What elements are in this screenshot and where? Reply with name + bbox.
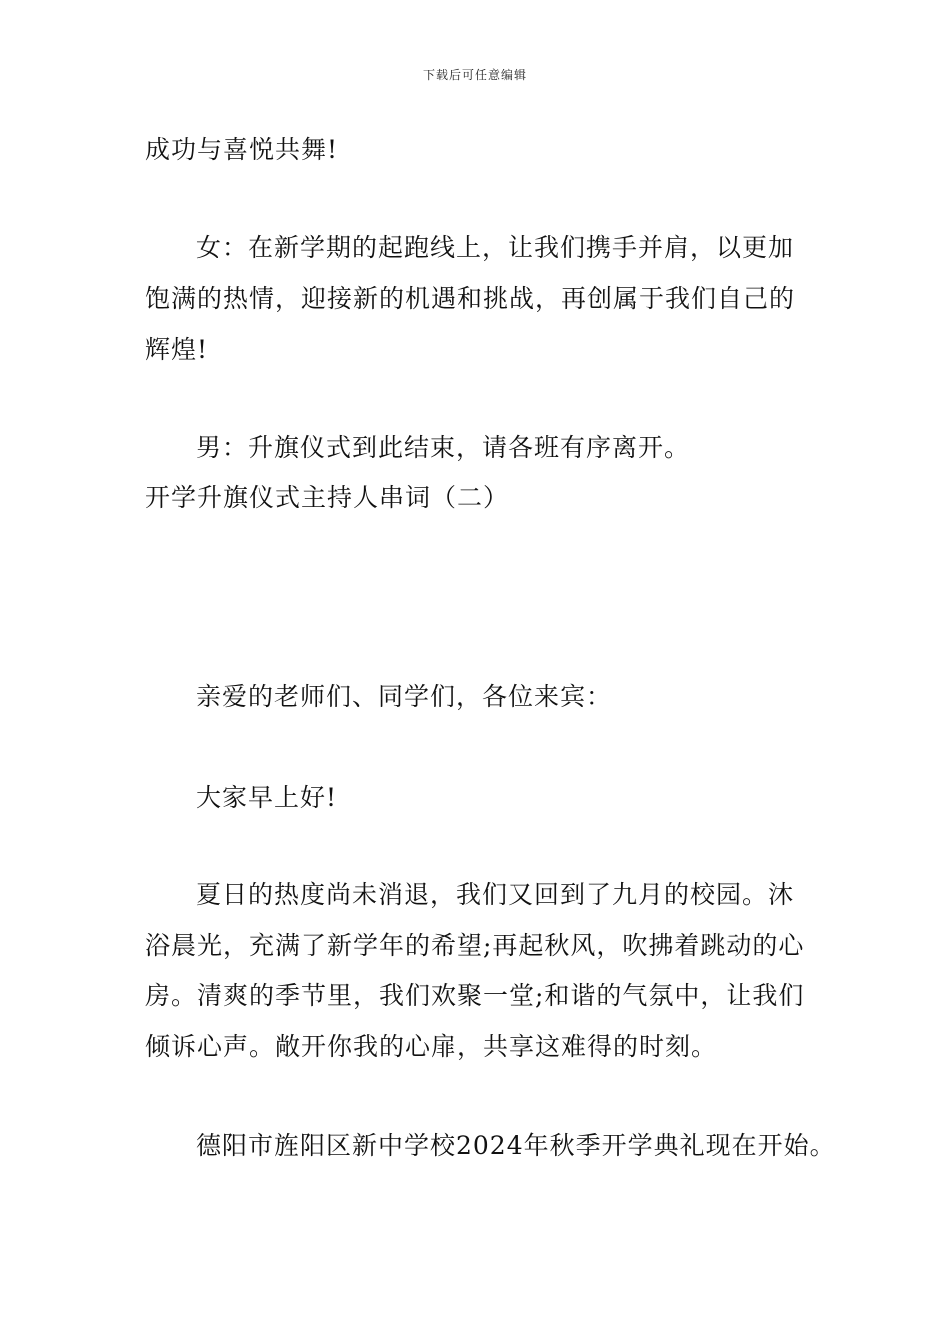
text-line: 男：升旗仪式到此结束，请各班有序离开。 [196, 433, 691, 462]
section-title: 开学升旗仪式主持人串词（二） [145, 483, 510, 512]
text-line: 辉煌! [145, 335, 209, 364]
text-line: 饱满的热情，迎接新的机遇和挑战，再创属于我们自己的 [145, 284, 796, 313]
text-line: 房。清爽的季节里，我们欢聚一堂;和谐的气氛中，让我们 [145, 981, 805, 1010]
text-line: 成功与喜悦共舞! [145, 135, 339, 164]
text-line: 女：在新学期的起跑线上，让我们携手并肩，以更加 [196, 233, 795, 262]
text-line: 夏日的热度尚未消退，我们又回到了九月的校园。沐 [196, 880, 795, 909]
text-line: 浴晨光，充满了新学年的希望;再起秋风，吹拂着跳动的心 [145, 931, 805, 960]
header-note: 下载后可任意编辑 [422, 68, 527, 82]
text-line: 亲爱的老师们、同学们，各位来宾： [196, 682, 613, 711]
text-line: 德阳市旌阳区新中学校2024年秋季开学典礼现在开始。 [196, 1131, 836, 1160]
text-line: 倾诉心声。敞开你我的心扉，共享这难得的时刻。 [145, 1032, 718, 1061]
text-line: 大家早上好! [196, 783, 338, 812]
